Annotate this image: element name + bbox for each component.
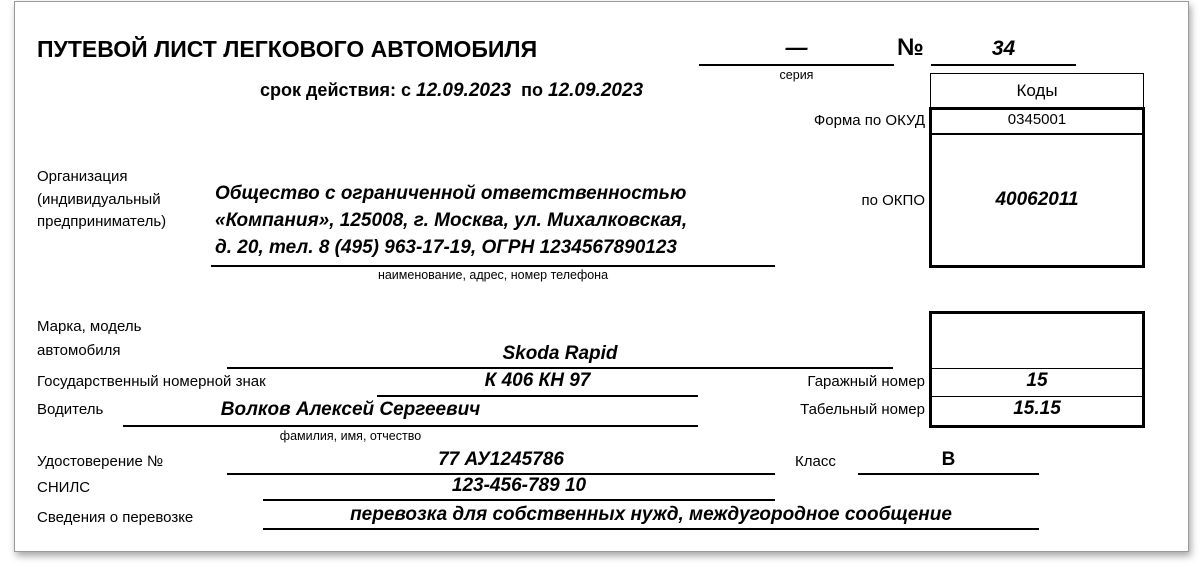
- validity-from-date: 12.09.2023: [416, 80, 512, 101]
- vehicle-label-1: Марка, модель: [37, 318, 142, 335]
- plate-value: К 406 КН 97: [484, 370, 591, 391]
- validity-to-date: 12.09.2023: [548, 80, 644, 101]
- validity-label: срок действия:: [260, 80, 396, 100]
- org-underline: [211, 265, 775, 267]
- validity-to-word: по: [521, 80, 543, 100]
- transport-label: Сведения о перевозке: [37, 509, 194, 526]
- snils-underline: [263, 499, 775, 501]
- org-label-1: Организация: [37, 168, 128, 185]
- number-underline: [931, 64, 1076, 66]
- snils-value: 123-456-789 10: [451, 475, 587, 496]
- org-value-line-3: д. 20, тел. 8 (495) 963-17-19, ОГРН 1234567890123: [215, 237, 677, 258]
- org-caption: наименование, адрес, номер телефона: [377, 268, 609, 282]
- codes-title: Коды: [1016, 81, 1058, 100]
- okud-value: 0345001: [1007, 111, 1067, 128]
- transport-underline: [263, 528, 1039, 530]
- validity-line: [260, 80, 643, 102]
- series-underline: [699, 64, 894, 66]
- garage-bottom-line: [929, 396, 1145, 397]
- class-underline: [858, 473, 1039, 475]
- org-label-3: предприниматель): [37, 213, 167, 230]
- okpo-label: по ОКПО: [861, 192, 925, 209]
- codes-header: [930, 73, 1144, 109]
- driver-value: Волков Алексей Сергеевич: [220, 399, 481, 420]
- tab-number-label: Табельный номер: [800, 401, 925, 418]
- class-label: Класс: [795, 453, 836, 470]
- okud-label: Форма по ОКУД: [813, 112, 925, 129]
- garage-top-line: [929, 368, 1145, 369]
- number-value: 34: [991, 37, 1016, 60]
- org-value-line-2: «Компания», 125008, г. Москва, ул. Михалковская,: [215, 210, 688, 231]
- snils-label: СНИЛС: [37, 479, 91, 496]
- vehicle-underline: [227, 367, 893, 369]
- waybill-form: [14, 1, 1189, 552]
- number-sign: №: [897, 34, 924, 61]
- form-title: ПУТЕВОЙ ЛИСТ ЛЕГКОВОГО АВТОМОБИЛЯ: [37, 36, 538, 62]
- validity-from-word: с: [400, 80, 411, 100]
- garage-value: 15: [1026, 370, 1048, 391]
- license-value: 77 АУ1245786: [438, 449, 564, 470]
- org-label-2: (индивидуальный: [37, 191, 161, 208]
- series-caption: серия: [779, 68, 814, 82]
- org-value-line-1: Общество с ограниченной ответственностью: [215, 183, 687, 204]
- plate-underline: [377, 395, 698, 397]
- series-value: —: [785, 35, 808, 60]
- okud-divider: [929, 133, 1145, 135]
- license-label: Удостоверение №: [37, 453, 164, 470]
- driver-label: Водитель: [37, 401, 104, 418]
- class-value: В: [941, 449, 956, 470]
- vehicle-label-2: автомобиля: [37, 342, 121, 359]
- plate-label: Государственный номерной знак: [37, 373, 266, 390]
- driver-underline: [123, 425, 698, 427]
- garage-label: Гаражный номер: [807, 373, 925, 390]
- transport-value: перевозка для собственных нужд, междугородное сообщение: [350, 504, 952, 525]
- okpo-value: 40062011: [995, 189, 1079, 210]
- codes-box: [929, 107, 1145, 268]
- tab-number-value: 15.15: [1013, 398, 1061, 419]
- vehicle-value: Skoda Rapid: [502, 343, 618, 364]
- driver-caption: фамилия, имя, отчество: [279, 429, 422, 443]
